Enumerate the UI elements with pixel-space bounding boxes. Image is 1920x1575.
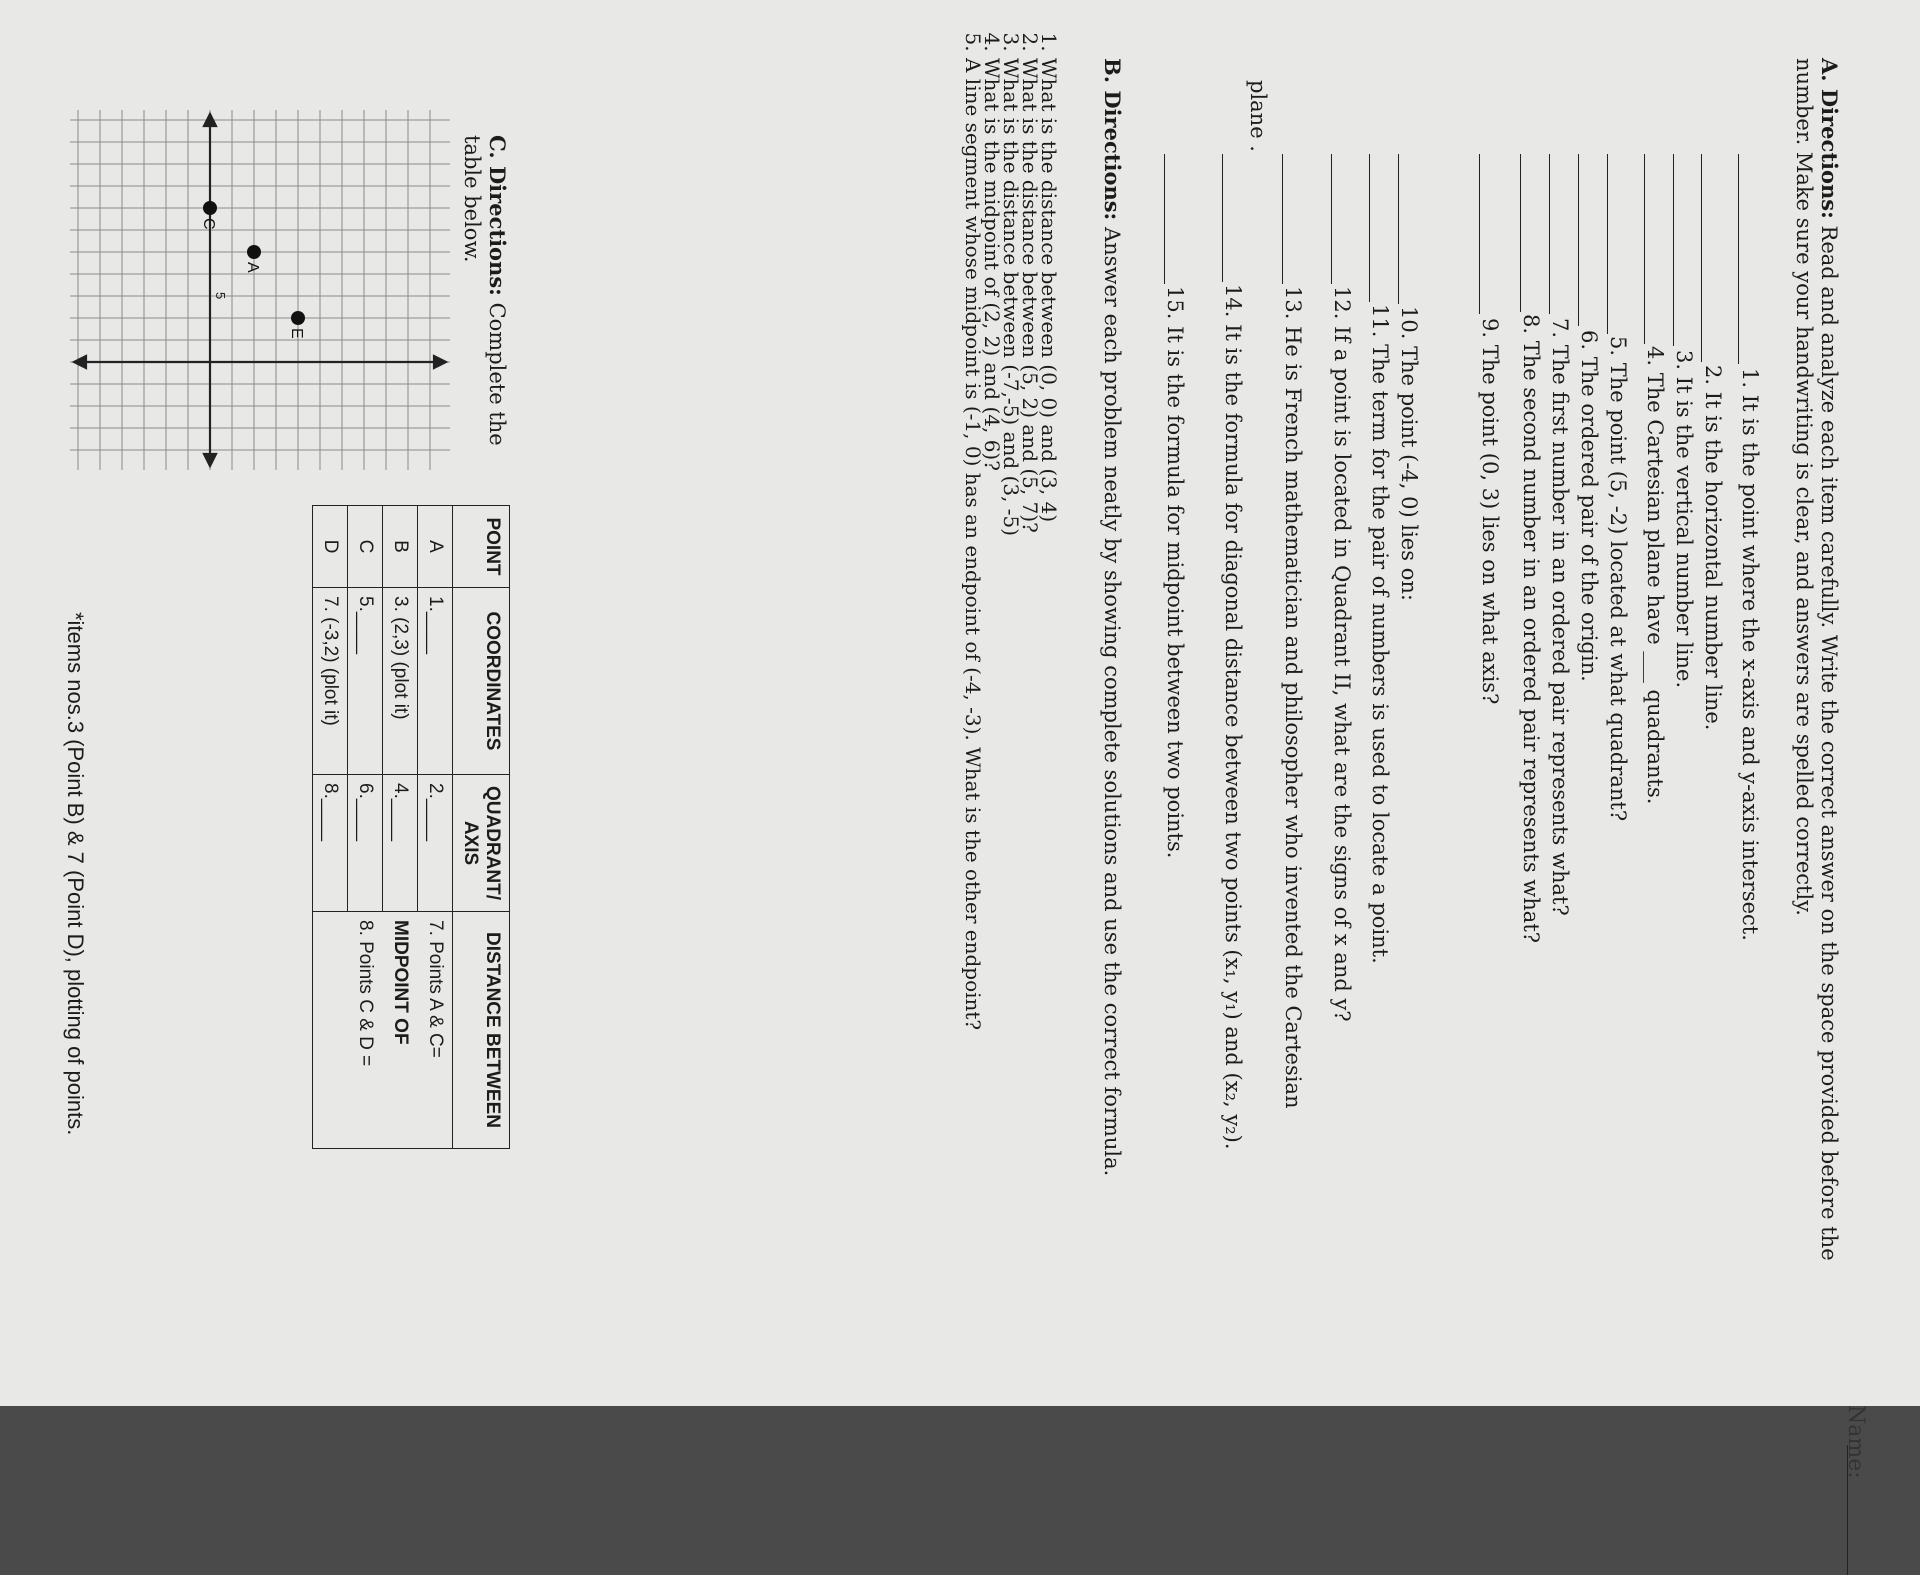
- table-row: [348, 506, 383, 1149]
- problem-3: 3. What is the distance between (-7,-5) and (3, -5): [1001, 58, 1020, 1170]
- table-row: [383, 506, 418, 1149]
- cell-coordinates: 1.____: [418, 588, 453, 775]
- cell-point: A: [418, 506, 453, 588]
- answer-line-13: [1282, 154, 1283, 284]
- section-c-text: Complete the table below.: [460, 135, 509, 446]
- point-e-label: E: [288, 328, 305, 339]
- name-line: [1847, 1445, 1848, 1575]
- header-quadrant-axis: QUADRANT/ AXIS: [453, 775, 510, 912]
- section-a-text: Read and analyze each item carefully. Write the correct answer on the space provided before the number. Make sure your handwriting is clear, and answers are spelled correctly.: [1792, 58, 1841, 1261]
- x-axis-arrow-right: [204, 454, 216, 466]
- x-axis-arrow-left: [204, 114, 216, 126]
- cell-quadrant: 2.____: [418, 775, 453, 912]
- cell-point: D: [313, 506, 348, 588]
- problem-2: 2. What is the distance between (5, 2) and (5, 7)?: [1020, 58, 1039, 1170]
- question-15: 15. It is the formula for midpoint between two points.: [1163, 286, 1187, 859]
- question-5: 5. The point (5, -2) located at what quadrant?: [1606, 336, 1630, 822]
- cell-empty: [313, 912, 348, 1149]
- question-6: 6. The ordered pair of the origin.: [1577, 330, 1601, 682]
- problem-5: 5. A line segment whose midpoint is (-1, 0) has an endpoint of (-4, -3). What is the other endpoint?: [963, 58, 982, 1170]
- section-c-directions: [459, 135, 510, 465]
- point-e-marker: [291, 311, 305, 325]
- question-3: 3. It is the vertical number line.: [1672, 350, 1696, 689]
- answer-line-12: [1331, 154, 1332, 284]
- section-a-label: A. Directions:: [1817, 58, 1842, 219]
- point-a-label: A: [244, 262, 261, 273]
- answer-line-7: [1549, 154, 1550, 314]
- name-label: Name:: [1843, 1405, 1868, 1479]
- point-c-marker: [203, 201, 217, 215]
- answer-line-1: [1738, 154, 1739, 364]
- table-header-row: [453, 506, 510, 1149]
- section-c-label: C. Directions:: [485, 135, 510, 296]
- table-row: [418, 506, 453, 1149]
- header-coordinates: COORDINATES: [453, 588, 510, 775]
- answer-line-10: [1398, 154, 1399, 304]
- question-7: 7. The first number in an ordered pair represents what?: [1548, 318, 1572, 916]
- question-8: 8. The second number in an ordered pair represents what?: [1519, 314, 1543, 944]
- cell-coordinates: 7. (-3,2) (plot it): [313, 588, 348, 775]
- point-c-label: C: [200, 218, 217, 230]
- cell-point: C: [348, 506, 383, 588]
- question-10: 10. The point (-4, 0) lies on:: [1397, 306, 1421, 601]
- y-axis-arrow-up: [434, 356, 446, 368]
- section-b-text: Answer each problem neatly by showing complete solutions and use the correct formula.: [1100, 227, 1124, 1177]
- section-b-directions: [1099, 58, 1125, 1298]
- table-row: [313, 506, 348, 1149]
- question-9: 9. The point (0, 3) lies on what axis?: [1478, 318, 1502, 705]
- cell-quadrant: 4.____: [383, 775, 418, 912]
- question-1: 1. It is the point where the x-axis and y-axis intersect.: [1738, 368, 1762, 941]
- cell-midpoint: 8. Points C & D =: [348, 912, 383, 1149]
- answer-line-9: [1479, 154, 1480, 314]
- cell-coordinates: 5.____: [348, 588, 383, 775]
- question-14: 14. It is the formula for diagonal distance between two points (x₁, y₁) and (x₂, y₂).: [1221, 284, 1245, 1150]
- problem-4: 4. What is the midpoint of (2, 2) and (4, 6)?: [982, 58, 1001, 1170]
- answer-line-15: [1164, 154, 1165, 284]
- y-axis-arrow-down: [74, 356, 86, 368]
- section-b-list: [961, 30, 1061, 1170]
- question-12: 12. If a point is located in Quadrant II, what are the signs of x and y?: [1330, 286, 1354, 1022]
- point-a-marker: [247, 245, 261, 259]
- cell-quadrant: 8.____: [313, 775, 348, 912]
- question-13-wrap: plane .: [1246, 80, 1270, 152]
- coordinates-table-wrap: [312, 505, 510, 1149]
- answer-line-2: [1701, 154, 1702, 362]
- section-b-label: B. Directions:: [1100, 58, 1125, 221]
- cell-midpoint-header: MIDPOINT OF: [383, 912, 418, 1149]
- header-point: POINT: [453, 506, 510, 588]
- coordinate-grid: [70, 110, 450, 470]
- question-11: 11. The term for the pair of numbers is used to locate a point.: [1368, 304, 1392, 964]
- cell-point: B: [383, 506, 418, 588]
- footnote: *items nos.3 (Point B) & 7 (Point D), plotting of points.: [63, 612, 88, 1136]
- x-axis-tick-label: 5: [213, 292, 228, 300]
- answer-line-8: [1520, 154, 1521, 312]
- problem-1: 1. What is the distance between (0, 0) and (3, 4): [1039, 58, 1058, 1170]
- answer-line-4: [1644, 154, 1645, 344]
- section-a-directions: [1791, 58, 1842, 1328]
- cell-distance: 7. Points A & C=: [418, 912, 453, 1149]
- question-4: 4. The Cartesian plane have ___ quadrants.: [1643, 346, 1667, 805]
- answer-line-3: [1673, 154, 1674, 346]
- header-distance: DISTANCE BETWEEN: [453, 912, 510, 1149]
- answer-line-11: [1369, 154, 1370, 302]
- question-2: 2. It is the horizontal number line.: [1701, 365, 1725, 731]
- coordinates-table: [312, 505, 510, 1149]
- answer-line-5: [1607, 154, 1608, 334]
- cell-coordinates: 3. (2,3) (plot it): [383, 588, 418, 775]
- cell-quadrant: 6.____: [348, 775, 383, 912]
- answer-line-14: [1222, 154, 1223, 282]
- question-13: 13. He is French mathematician and philosopher who invented the Cartesian: [1281, 286, 1305, 1109]
- answer-line-6: [1578, 154, 1579, 326]
